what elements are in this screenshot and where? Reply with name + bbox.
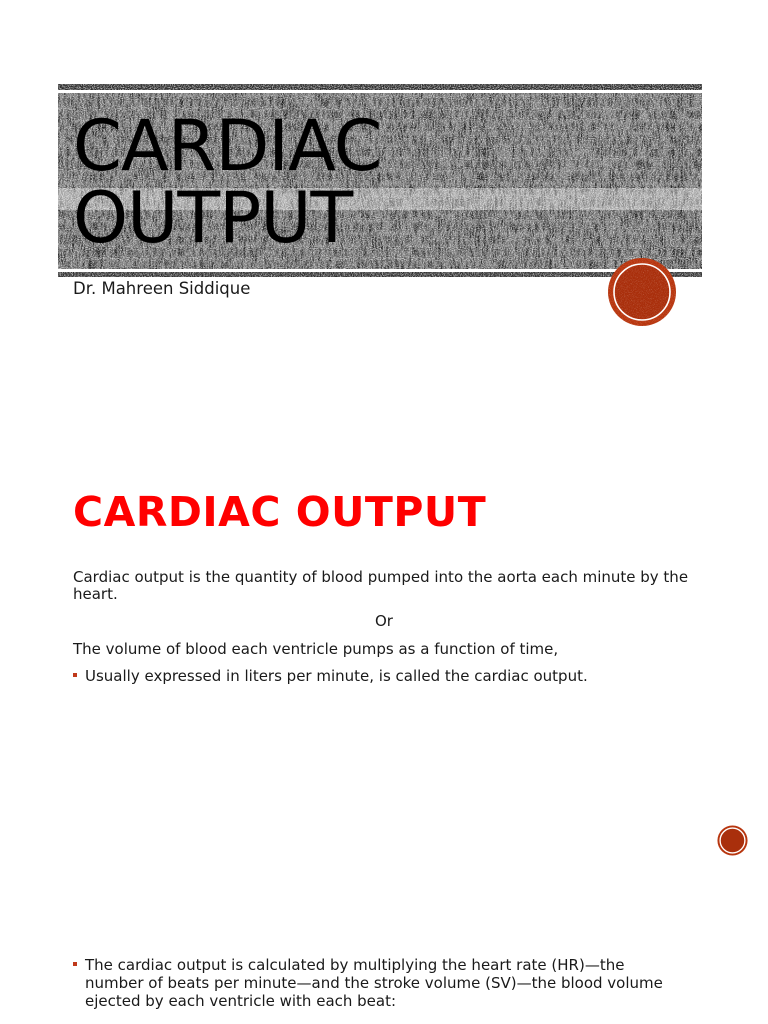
bullet-square-icon [73, 673, 77, 677]
list-item [73, 667, 683, 685]
definition-text: Cardiac output is the quantity of blood pumped into the aorta each minute by the heart. [73, 568, 689, 603]
alternate-definition-text: The volume of blood each ventricle pumps as a function of time, [73, 640, 559, 658]
slide-heading: CARDIAC OUTPUT [73, 488, 487, 536]
author-subtitle: Dr. Mahreen Siddique [73, 279, 251, 298]
connector-text: Or [375, 612, 393, 630]
presentation-title: CARDIAC OUTPUT [73, 105, 382, 259]
bullet-text: The cardiac output is calculated by multiplying the heart rate (HR)—the number of beats per minute—and the stroke volume (SV)—the blood volume ejected by each ventricle with each beat: [85, 956, 663, 1010]
title-banner [58, 84, 702, 277]
bullet-text: Usually expressed in liters per minute, is called the cardiac output. [85, 667, 588, 685]
decorative-seal-icon [717, 825, 748, 856]
bullet-square-icon [73, 962, 77, 966]
list-item [73, 956, 683, 1010]
decorative-seal-icon [607, 257, 677, 327]
